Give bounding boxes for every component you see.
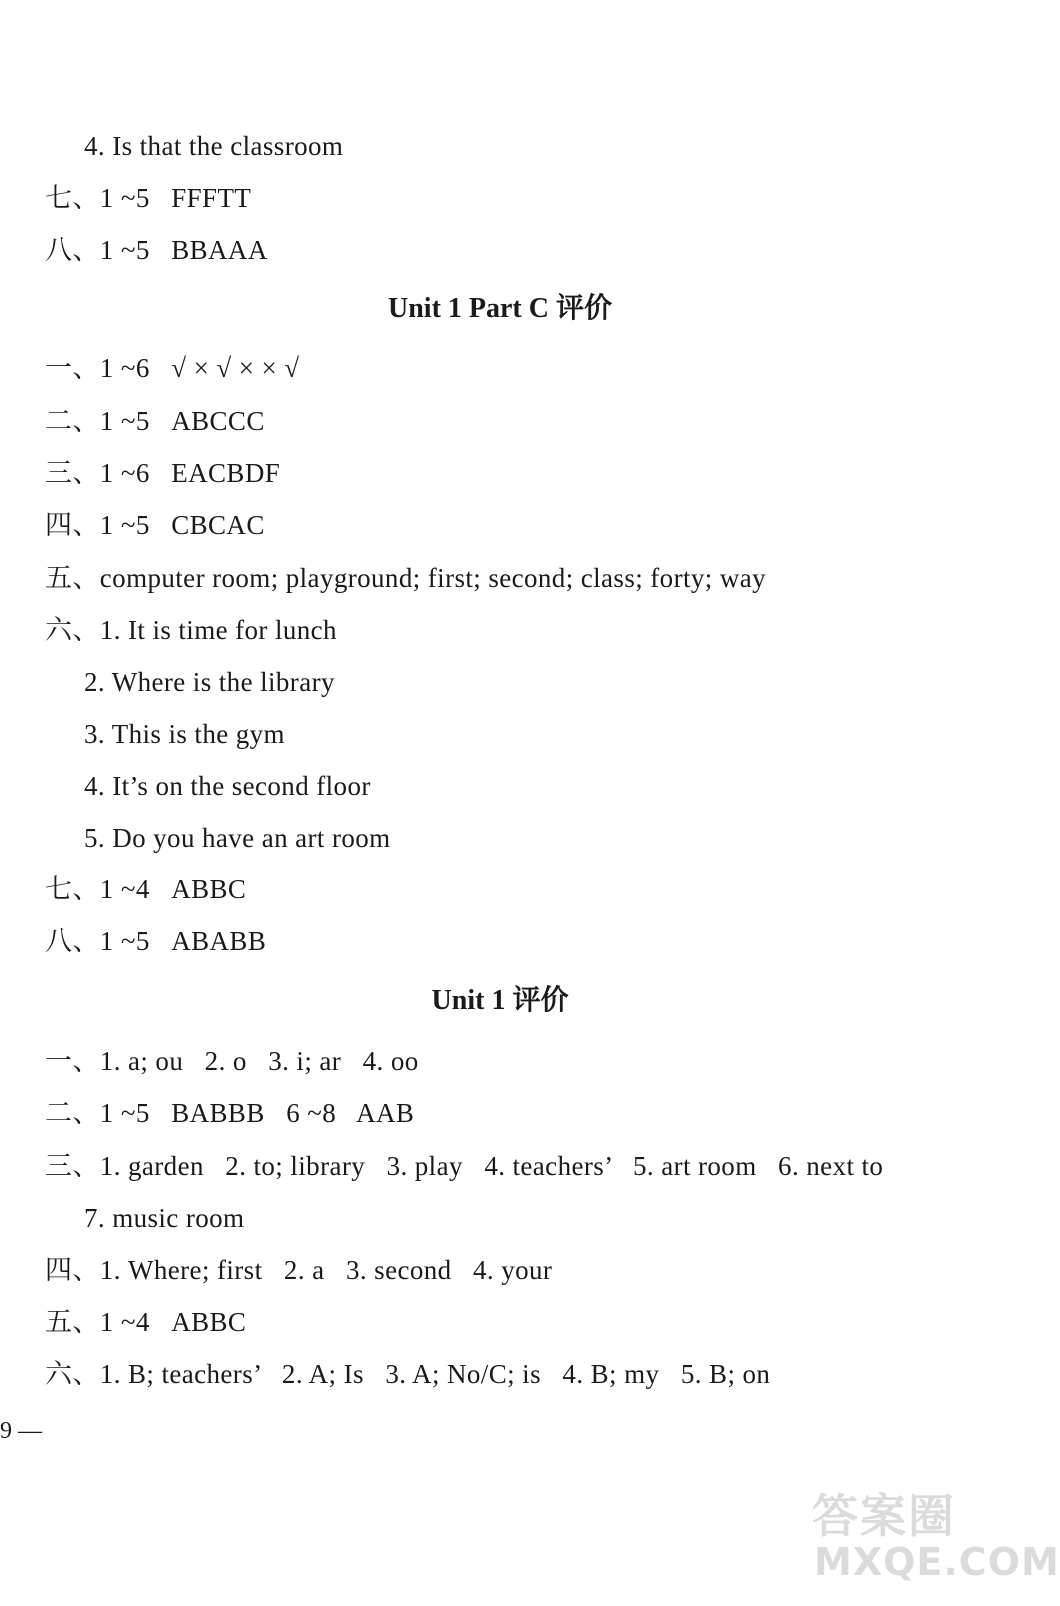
answer-line: 2. Where is the library (84, 667, 335, 697)
answer-line: 四、1. Where; first 2. a 3. second 4. your (45, 1255, 553, 1285)
answer-line: 三、1. garden 2. to; library 3. play 4. teachers’ 5. art room 6. next to (45, 1151, 884, 1181)
answer-line: 二、1 ~5 BABBB 6 ~8 AAB (45, 1098, 415, 1128)
answer-line: 八、1 ~5 ABABB (45, 926, 267, 956)
answer-line: 六、1. It is time for lunch (45, 615, 337, 645)
answer-line: 一、1 ~6 √ × √ × × √ (45, 353, 300, 383)
watermark-title: 答案圈 (812, 1489, 956, 1543)
page-number: 9 — (0, 1418, 42, 1444)
answer-line: 4. It’s on the second floor (84, 771, 371, 801)
answer-line: 4. Is that the classroom (84, 131, 344, 161)
watermark-logo (812, 1480, 1060, 1590)
answer-line: 五、computer room; playground; first; second; class; forty; way (45, 563, 767, 593)
answer-line: 四、1 ~5 CBCAC (45, 510, 265, 540)
section-heading-unit: Unit 1 评价 (431, 985, 569, 1016)
watermark-url: MXQE.COM (814, 1540, 1060, 1584)
answer-line: 七、1 ~4 ABBC (45, 874, 247, 904)
answer-line: 5. Do you have an art room (84, 823, 391, 853)
answer-line: 三、1 ~6 EACBDF (45, 458, 281, 488)
answer-line: 一、1. a; ou 2. o 3. i; ar 4. oo (45, 1046, 419, 1076)
answer-line: 7. music room (84, 1203, 245, 1233)
answer-line: 3. This is the gym (84, 719, 285, 749)
answer-line: 六、1. B; teachers’ 2. A; Is 3. A; No/C; is 4. B; my 5. B; on (45, 1359, 771, 1389)
answer-line: 五、1 ~4 ABBC (45, 1307, 247, 1337)
answer-line: 八、1 ~5 BBAAA (45, 235, 268, 265)
answer-line: 二、1 ~5 ABCCC (45, 406, 265, 436)
answer-line: 七、1 ~5 FFFTT (45, 183, 252, 213)
section-heading-part-c: Unit 1 Part C 评价 (388, 293, 612, 324)
